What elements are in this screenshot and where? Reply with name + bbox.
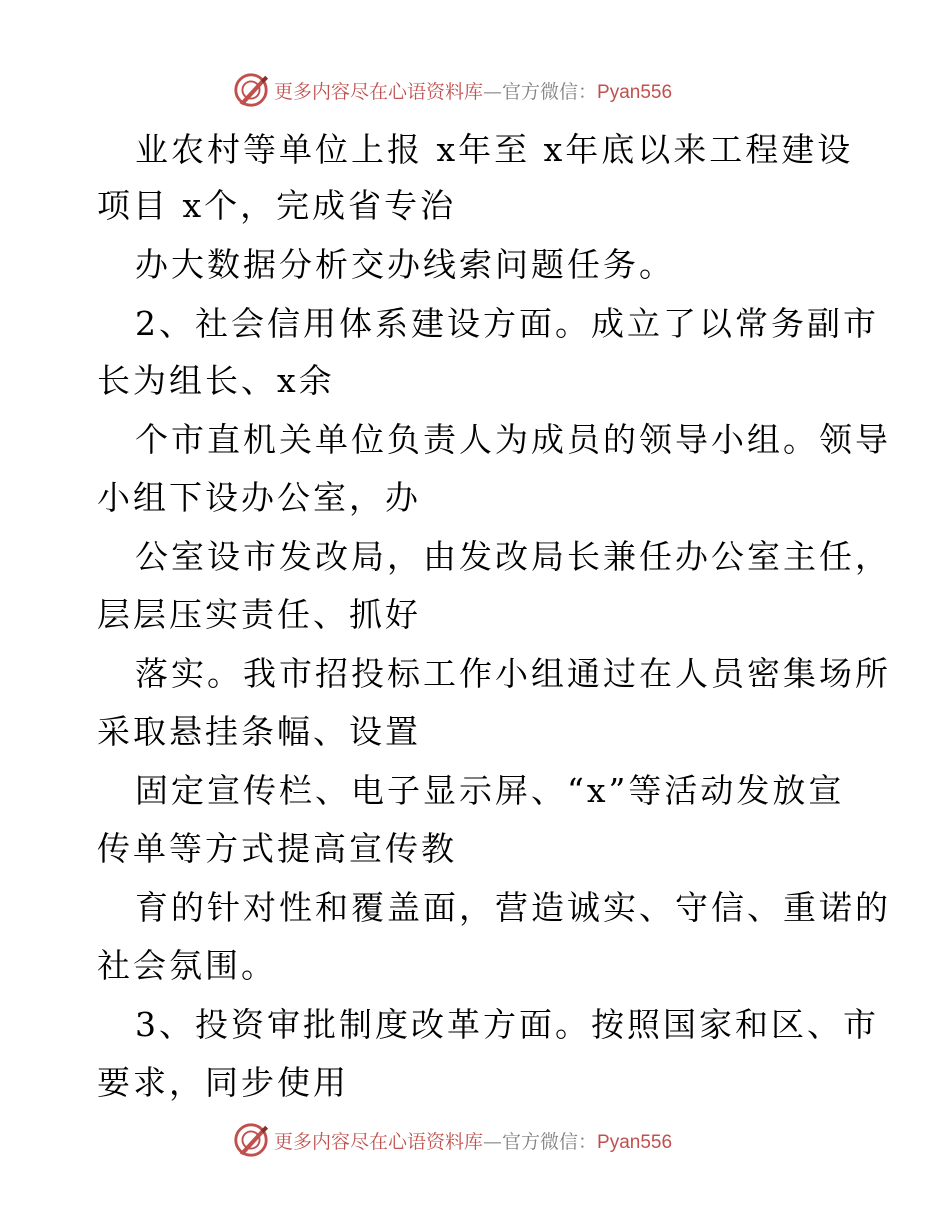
body-line: 个市直机关单位负责人为成员的领导小组。领导 xyxy=(135,420,891,459)
banner-separator: — xyxy=(483,1130,503,1153)
banner-label: 官方微信： xyxy=(502,80,598,103)
banner-site-text: 更多内容尽在心语资料库 xyxy=(274,80,484,103)
body-line: 落实。我市招投标工作小组通过在人员密集场所 xyxy=(135,654,891,693)
banner-site-text: 更多内容尽在心语资料库 xyxy=(274,1130,484,1153)
body-line: 公室设市发改局，由发改局长兼任办公室主任， xyxy=(135,537,891,576)
body-line: 固定宣传栏、电子显示屏、“x”等活动发放宣 xyxy=(135,771,845,810)
body-line: 层层压实责任、抓好 xyxy=(97,595,421,634)
banner-wechat-id: Pyan556 xyxy=(597,81,673,103)
body-line: 传单等方式提高宣传教 xyxy=(97,829,457,868)
header-banner-text xyxy=(274,77,672,104)
body-line: 采取悬挂条幅、设置 xyxy=(97,712,421,751)
body-line: 业农村等单位上报 x年至 x年底以来工程建设 xyxy=(135,130,854,169)
body-line: 2、社会信用体系建设方面。成立了以常务副市 xyxy=(135,304,879,343)
body-line: 社会氛围。 xyxy=(97,946,277,985)
banner-separator: — xyxy=(483,80,503,103)
footer-banner xyxy=(232,1120,732,1160)
banner-label: 官方微信： xyxy=(502,1130,598,1153)
body-line: 长为组长、x余 xyxy=(97,361,335,400)
pen-logo-icon xyxy=(232,1121,270,1159)
banner-wechat-id: Pyan556 xyxy=(597,1131,673,1153)
pen-logo-icon xyxy=(232,71,270,109)
body-line: 项目 x个，完成省专治 xyxy=(97,186,457,225)
footer-banner-text xyxy=(274,1127,672,1154)
body-line: 育的针对性和覆盖面，营造诚实、守信、重诺的 xyxy=(135,888,891,927)
body-line: 办大数据分析交办线索问题任务。 xyxy=(135,245,675,284)
body-line: 3、投资审批制度改革方面。按照国家和区、市 xyxy=(135,1005,879,1044)
body-line: 小组下设办公室，办 xyxy=(97,478,421,517)
body-line: 要求，同步使用 xyxy=(97,1063,349,1102)
header-banner xyxy=(232,70,732,110)
